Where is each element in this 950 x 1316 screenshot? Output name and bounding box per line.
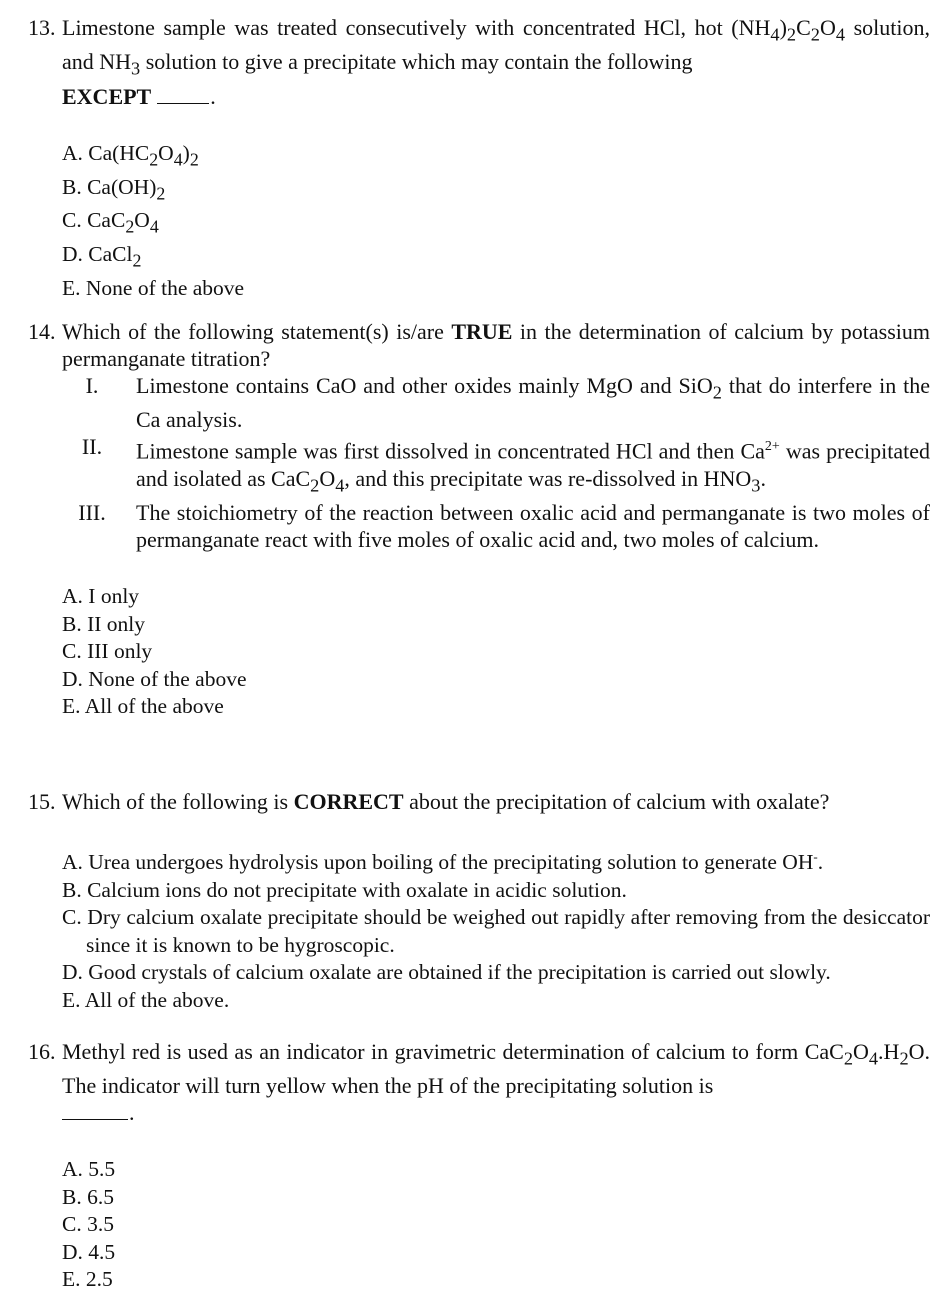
statement-ii: II. Limestone sample was first dissolved in concentrated HCl and then $Ca^{2+}$ was precipitated and isolated as $CaC_2O_4$, and this precipitate was re-dissolved in $HNO_3$.: [81, 434, 930, 496]
question-15-options: [62, 843, 930, 1014]
question-15-stem: 15. Which of the following is CORRECT about the precipitation of calcium with oxalate?: [28, 789, 830, 814]
option-a[interactable]: A. $Ca(HC_2O_4)_2$: [62, 140, 199, 170]
option-e[interactable]: E. None of the above: [62, 275, 245, 300]
option-c[interactable]: C. 3.5: [62, 1212, 114, 1237]
answer-blank: [157, 85, 209, 104]
option-a[interactable]: A. Urea undergoes hydrolysis upon boiling of the precipitating solution to generate OH-.: [62, 849, 824, 875]
question-14-stem: 14. Which of the following statement(s) is/are TRUE in the determination of calcium by potassium permanganate titration?: [28, 319, 930, 371]
question-16-stem: 16. Methyl red is used as an indicator in gravimetric determination of calcium to form $CaC_2O_4.H_2O$. The indicator will turn yellow when the pH of the precipitating solution is .: [28, 1039, 930, 1126]
option-a[interactable]: A. 5.5: [62, 1157, 116, 1182]
option-b[interactable]: B. $Ca(OH)_2$: [62, 174, 166, 203]
question-16: [0, 1038, 950, 1294]
question-number: 15.: [28, 789, 56, 814]
option-a[interactable]: A. I only: [62, 584, 140, 609]
question-number: 14.: [28, 319, 56, 344]
option-d[interactable]: D. Good crystals of calcium oxalate are obtained if the precipitation is carried out slowly.: [62, 960, 831, 985]
option-b[interactable]: B. 6.5: [62, 1184, 114, 1209]
answer-blank: [62, 1101, 128, 1120]
option-c[interactable]: C. $CaC_2O_4$: [62, 208, 159, 237]
option-e[interactable]: E. All of the above: [62, 694, 224, 719]
question-13-options: [62, 140, 950, 303]
option-c[interactable]: C. Dry calcium oxalate precipitate should be weighed out rapidly after removing from the desiccator since it is known to be hygroscopic.: [62, 905, 930, 957]
statement-iii: III. The stoichiometry of the reaction between oxalic acid and permanganate is two moles of permanganate react with five moles of oxalic acid and, two moles of calcium.: [78, 500, 930, 553]
option-e[interactable]: E. All of the above.: [62, 987, 230, 1012]
option-e[interactable]: E. 2.5: [62, 1267, 113, 1292]
emphasis-keyword: EXCEPT: [62, 83, 152, 109]
option-b[interactable]: B. II only: [62, 611, 146, 636]
question-14: [0, 318, 950, 721]
option-d[interactable]: D. 4.5: [62, 1239, 116, 1264]
question-14-options: [62, 583, 950, 721]
question-number: 13.: [28, 15, 56, 40]
question-13-stem: 13. Limestone sample was treated consecutively with concentrated HCl, hot $(NH_4)_2C_2O_4$ solution, and $NH_3$ solution to give a precipitate which may contain the following EXCEPT .: [28, 15, 930, 109]
question-number: 16.: [28, 1039, 56, 1064]
statement-list: [72, 372, 930, 553]
option-c[interactable]: C. III only: [62, 639, 153, 664]
question-13: [0, 14, 950, 302]
option-d[interactable]: D. CaCl$_2$: [62, 242, 142, 271]
option-b[interactable]: B. Calcium ions do not precipitate with oxalate in acidic solution.: [62, 877, 627, 902]
question-15: [0, 788, 950, 1014]
emphasis-keyword: CORRECT: [293, 789, 404, 814]
option-d[interactable]: D. None of the above: [62, 666, 247, 691]
emphasis-keyword: TRUE: [451, 319, 513, 344]
statement-i: I. Limestone contains CaO and other oxides mainly MgO and SiO$_2$ that do interfere in the Ca analysis.: [85, 373, 930, 433]
question-16-options: [62, 1156, 950, 1294]
